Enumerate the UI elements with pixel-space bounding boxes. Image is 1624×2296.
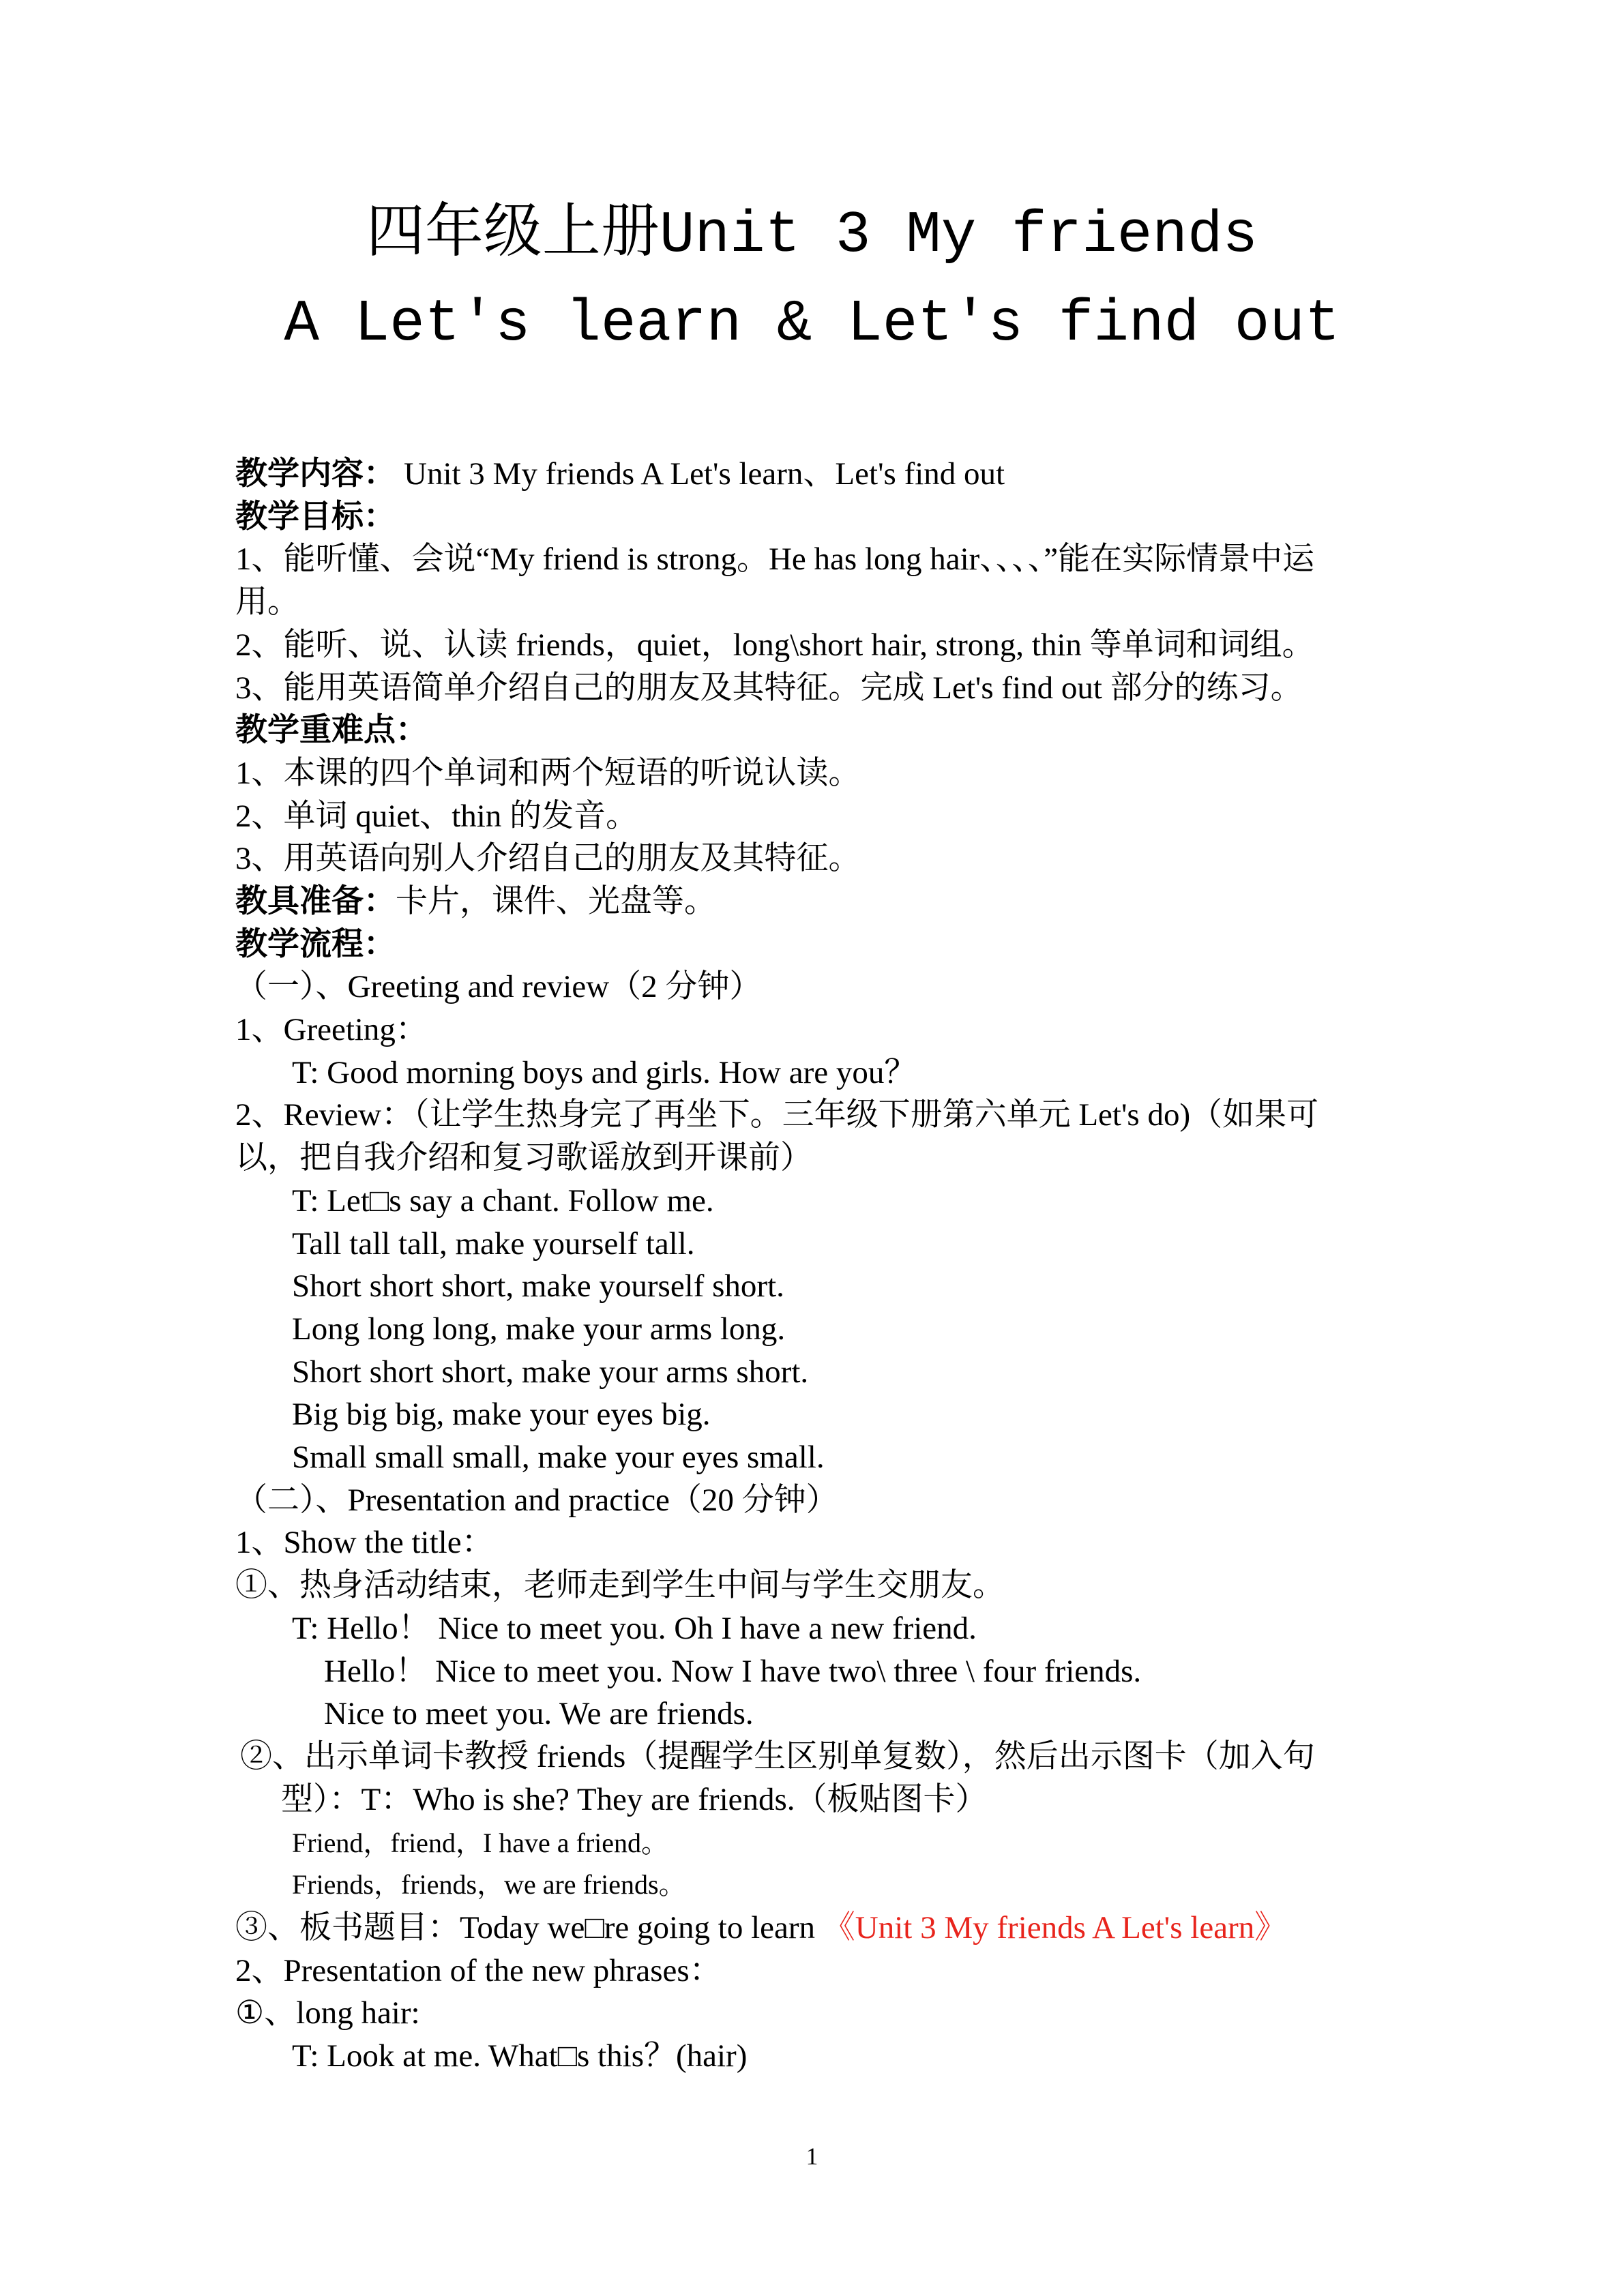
chant-intro: T: Let□s say a chant. Follow me. <box>292 1183 714 1219</box>
key-points-label: 教学重难点： <box>235 713 428 748</box>
chant-line: Big big big, make your eyes big. <box>292 1397 711 1432</box>
goal-1-line-a: 1、能听懂、会说“My friend is strong。He has long hair、、、、”能在实际情景中运 <box>235 541 1315 577</box>
chant-line: Small small small, make your eyes small. <box>292 1440 825 1475</box>
greeting-heading: 1、Greeting： <box>235 1012 428 1047</box>
goal-2: 2、能听、说、认读 friends，quiet，long\short hair, strong, thin 等单词和词组。 <box>235 627 1314 663</box>
key-point-2: 2、单词 quiet、thin 的发音。 <box>235 799 638 834</box>
key-point-3: 3、用英语向别人介绍自己的朋友及其特征。 <box>235 841 861 876</box>
item-1-teacher-line: Hello！ Nice to meet you. Now I have two\ three \ four friends. <box>324 1654 1142 1689</box>
chant-line: Short short short, make yourself short. <box>292 1268 784 1304</box>
teaching-content-line <box>235 453 1005 495</box>
document-title: 四年级上册Unit 3 My friends <box>366 202 1258 269</box>
item-2-sentence: Friends，friends，we are friends。 <box>292 1869 686 1900</box>
long-hair-heading: ①、long hair: <box>235 1995 420 2031</box>
teaching-tools-value: 卡片，课件、光盘等。 <box>396 884 716 919</box>
teaching-goals-label: 教学目标： <box>235 499 396 535</box>
step-1-heading: （一）、Greeting and review（2 分钟） <box>235 969 762 1004</box>
item-2-line-a: ②、出示单词卡教授 friends（提醒学生区别单复数），然后出示图卡（加入句 <box>240 1739 1315 1774</box>
page-number: 1 <box>806 2143 818 2170</box>
teaching-content-value: Unit 3 My friends A Let's learn、Let's find out <box>404 456 1005 492</box>
goal-1-line-b: 用。 <box>235 584 299 620</box>
chant-line: Short short short, make your arms short. <box>292 1354 809 1390</box>
teaching-tools-line <box>235 880 716 923</box>
greeting-line: T: Good morning boys and girls. How are you？ <box>292 1055 917 1090</box>
teaching-tools-label: 教具准备： <box>235 884 396 919</box>
step-2-heading: （二）、Presentation and practice（20 分钟） <box>235 1482 838 1518</box>
item-1-teacher-line: T: Hello！ Nice to meet you. Oh I have a new friend. <box>292 1611 977 1646</box>
goal-3: 3、能用英语简单介绍自己的朋友及其特征。完成 Let's find out 部分的练习。 <box>235 670 1303 706</box>
teaching-content-label: 教学内容： <box>235 456 396 492</box>
key-point-1: 1、本课的四个单词和两个短语的听说认读。 <box>235 756 861 791</box>
teaching-process-label: 教学流程： <box>235 927 396 962</box>
document-subtitle: A Let's learn & Let's find out <box>284 290 1340 357</box>
chant-line: Long long long, make your arms long. <box>292 1311 786 1347</box>
item-3-line <box>235 1907 1286 1949</box>
item-2-sentence: Friend，friend，I have a friend。 <box>292 1828 669 1858</box>
show-title-heading: 1、Show the title： <box>235 1525 494 1560</box>
long-hair-teacher-line: T: Look at me. What□s this？(hair) <box>292 2038 748 2074</box>
item-1-teacher-line: Nice to meet you. We are friends. <box>324 1696 754 1731</box>
review-line-b: 以，把自我介绍和复习歌谣放到开课前） <box>235 1140 812 1176</box>
chant-line: Tall tall tall, make yourself tall. <box>292 1226 695 1262</box>
lesson-title-red: 《Unit 3 My friends A Let's learn》 <box>823 1910 1287 1945</box>
item-3-text: ③、板书题目：Today we□re going to learn <box>235 1910 823 1945</box>
item-2-line-b: 型）：T：Who is she? They are friends.（板贴图卡） <box>281 1782 988 1817</box>
phrases-heading: 2、Presentation of the new phrases： <box>235 1953 722 1988</box>
item-1: ①、热身活动结束，老师走到学生中间与学生交朋友。 <box>235 1568 1005 1603</box>
review-line-a: 2、Review：（让学生热身完了再坐下。三年级下册第六单元 Let's do)（如果可 <box>235 1097 1319 1133</box>
